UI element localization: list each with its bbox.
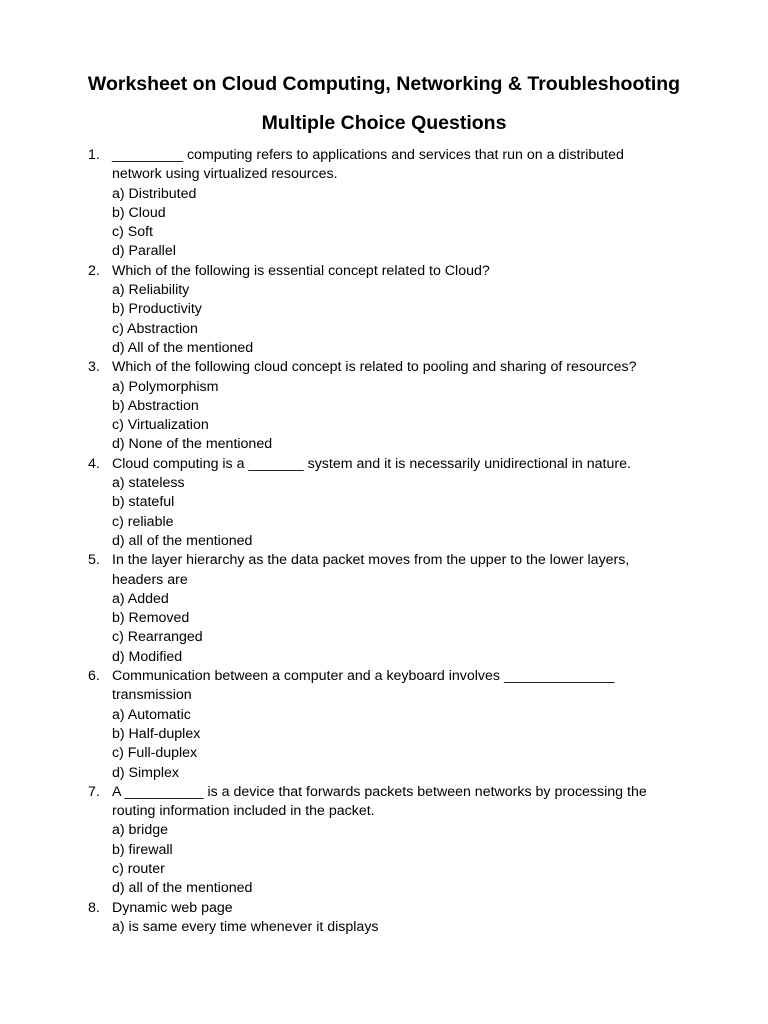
answer-option [0, 609, 768, 628]
answer-option-text: c) router [112, 860, 165, 877]
answer-option-text: a) Reliability [112, 282, 190, 299]
question-number: 1. [88, 147, 100, 163]
answer-option [0, 628, 768, 647]
answer-option-text: a) Polymorphism [112, 378, 219, 395]
answer-option-text: c) Soft [112, 224, 153, 241]
answer-option [0, 879, 768, 898]
answer-option [0, 764, 768, 783]
question-list [0, 146, 768, 937]
question-number: 6. [88, 668, 100, 685]
answer-option-text: a) stateless [112, 475, 185, 492]
question-item [0, 667, 768, 783]
question-text: routing information included in the packet. [112, 803, 375, 820]
answer-option-text: b) Productivity [112, 301, 202, 318]
question-line [0, 899, 768, 918]
answer-option-text: c) reliable [112, 513, 174, 530]
page-subtitle: Multiple Choice Questions [261, 112, 507, 134]
answer-option [0, 474, 768, 493]
question-text: _________ computing refers to applications and services that run on a distributed [112, 147, 624, 163]
answer-option-text: d) Modified [112, 648, 183, 665]
answer-option [0, 242, 768, 261]
question-text: Cloud computing is a _______ system and it is necessarily unidirectional in nature. [112, 455, 631, 472]
answer-option [0, 204, 768, 223]
question-number: 3. [88, 359, 100, 376]
answer-option [0, 493, 768, 512]
question-item [0, 262, 768, 358]
answer-option [0, 513, 768, 532]
question-text: Communication between a computer and a keyboard involves ______________ [112, 668, 615, 685]
question-item [0, 455, 768, 551]
answer-option [0, 397, 768, 416]
answer-option [0, 378, 768, 397]
answer-option-text: c) Virtualization [112, 417, 209, 434]
question-item [0, 783, 768, 899]
question-line [0, 551, 768, 570]
answer-option [0, 725, 768, 744]
answer-option-text: c) Abstraction [112, 320, 198, 337]
question-text: Which of the following cloud concept is related to pooling and sharing of resources? [112, 359, 637, 376]
answer-option-text: a) Distributed [112, 185, 197, 202]
answer-option-text: a) bridge [112, 822, 168, 839]
answer-option-text: d) all of the mentioned [112, 880, 253, 897]
question-line [0, 165, 768, 184]
answer-option [0, 300, 768, 319]
question-line [0, 667, 768, 686]
answer-option [0, 821, 768, 840]
answer-option [0, 185, 768, 204]
answer-option [0, 532, 768, 551]
question-text: A __________ is a device that forwards packets between networks by processing the [112, 783, 647, 800]
answer-option [0, 590, 768, 609]
answer-option [0, 435, 768, 454]
question-text: transmission [112, 687, 192, 704]
question-text: Which of the following is essential concept related to Cloud? [112, 262, 490, 279]
answer-option-text: b) Cloud [112, 204, 166, 221]
question-number: 8. [88, 899, 100, 916]
answer-option [0, 339, 768, 358]
answer-option-text: b) stateful [112, 494, 175, 511]
answer-option-text: d) Parallel [112, 243, 176, 260]
question-item [0, 358, 768, 454]
question-text: network using virtualized resources. [112, 166, 338, 183]
question-number: 2. [88, 262, 100, 279]
question-line [0, 802, 768, 821]
answer-option-text: c) Rearranged [112, 629, 203, 646]
answer-option [0, 223, 768, 242]
question-line [0, 262, 768, 281]
question-item [0, 899, 768, 938]
question-line [0, 571, 768, 590]
question-line [0, 783, 768, 802]
question-text: In the layer hierarchy as the data packet moves from the upper to the lower layers, [112, 552, 630, 569]
page-title: Worksheet on Cloud Computing, Networking & Troubleshooting [87, 73, 681, 95]
answer-option-text: b) Removed [112, 610, 190, 627]
answer-option [0, 744, 768, 763]
answer-option-text: b) Abstraction [112, 397, 199, 414]
question-item [0, 146, 768, 262]
answer-option [0, 281, 768, 300]
answer-option-text: d) all of the mentioned [112, 532, 253, 549]
answer-option-text: a) Automatic [112, 706, 191, 723]
answer-option [0, 416, 768, 435]
answer-option-text: b) firewall [112, 841, 173, 858]
question-line [0, 455, 768, 474]
answer-option [0, 841, 768, 860]
question-item [0, 551, 768, 667]
answer-option [0, 860, 768, 879]
answer-option [0, 918, 768, 937]
answer-option [0, 320, 768, 339]
question-line [0, 358, 768, 377]
question-text: headers are [112, 571, 188, 588]
question-number: 4. [88, 455, 100, 472]
question-line [0, 686, 768, 705]
answer-option-text: d) Simplex [112, 764, 180, 781]
answer-option [0, 648, 768, 667]
answer-option-text: d) None of the mentioned [112, 436, 273, 453]
answer-option-text: a) Added [112, 590, 169, 607]
question-line [0, 146, 768, 165]
answer-option-text: c) Full-duplex [112, 745, 198, 762]
answer-option-text: a) is same every time whenever it displays [112, 918, 379, 935]
answer-option-text: b) Half-duplex [112, 725, 201, 742]
question-number: 5. [88, 552, 100, 569]
answer-option [0, 706, 768, 725]
question-text: Dynamic web page [112, 899, 233, 916]
answer-option-text: d) All of the mentioned [112, 339, 254, 356]
question-number: 7. [88, 783, 100, 800]
